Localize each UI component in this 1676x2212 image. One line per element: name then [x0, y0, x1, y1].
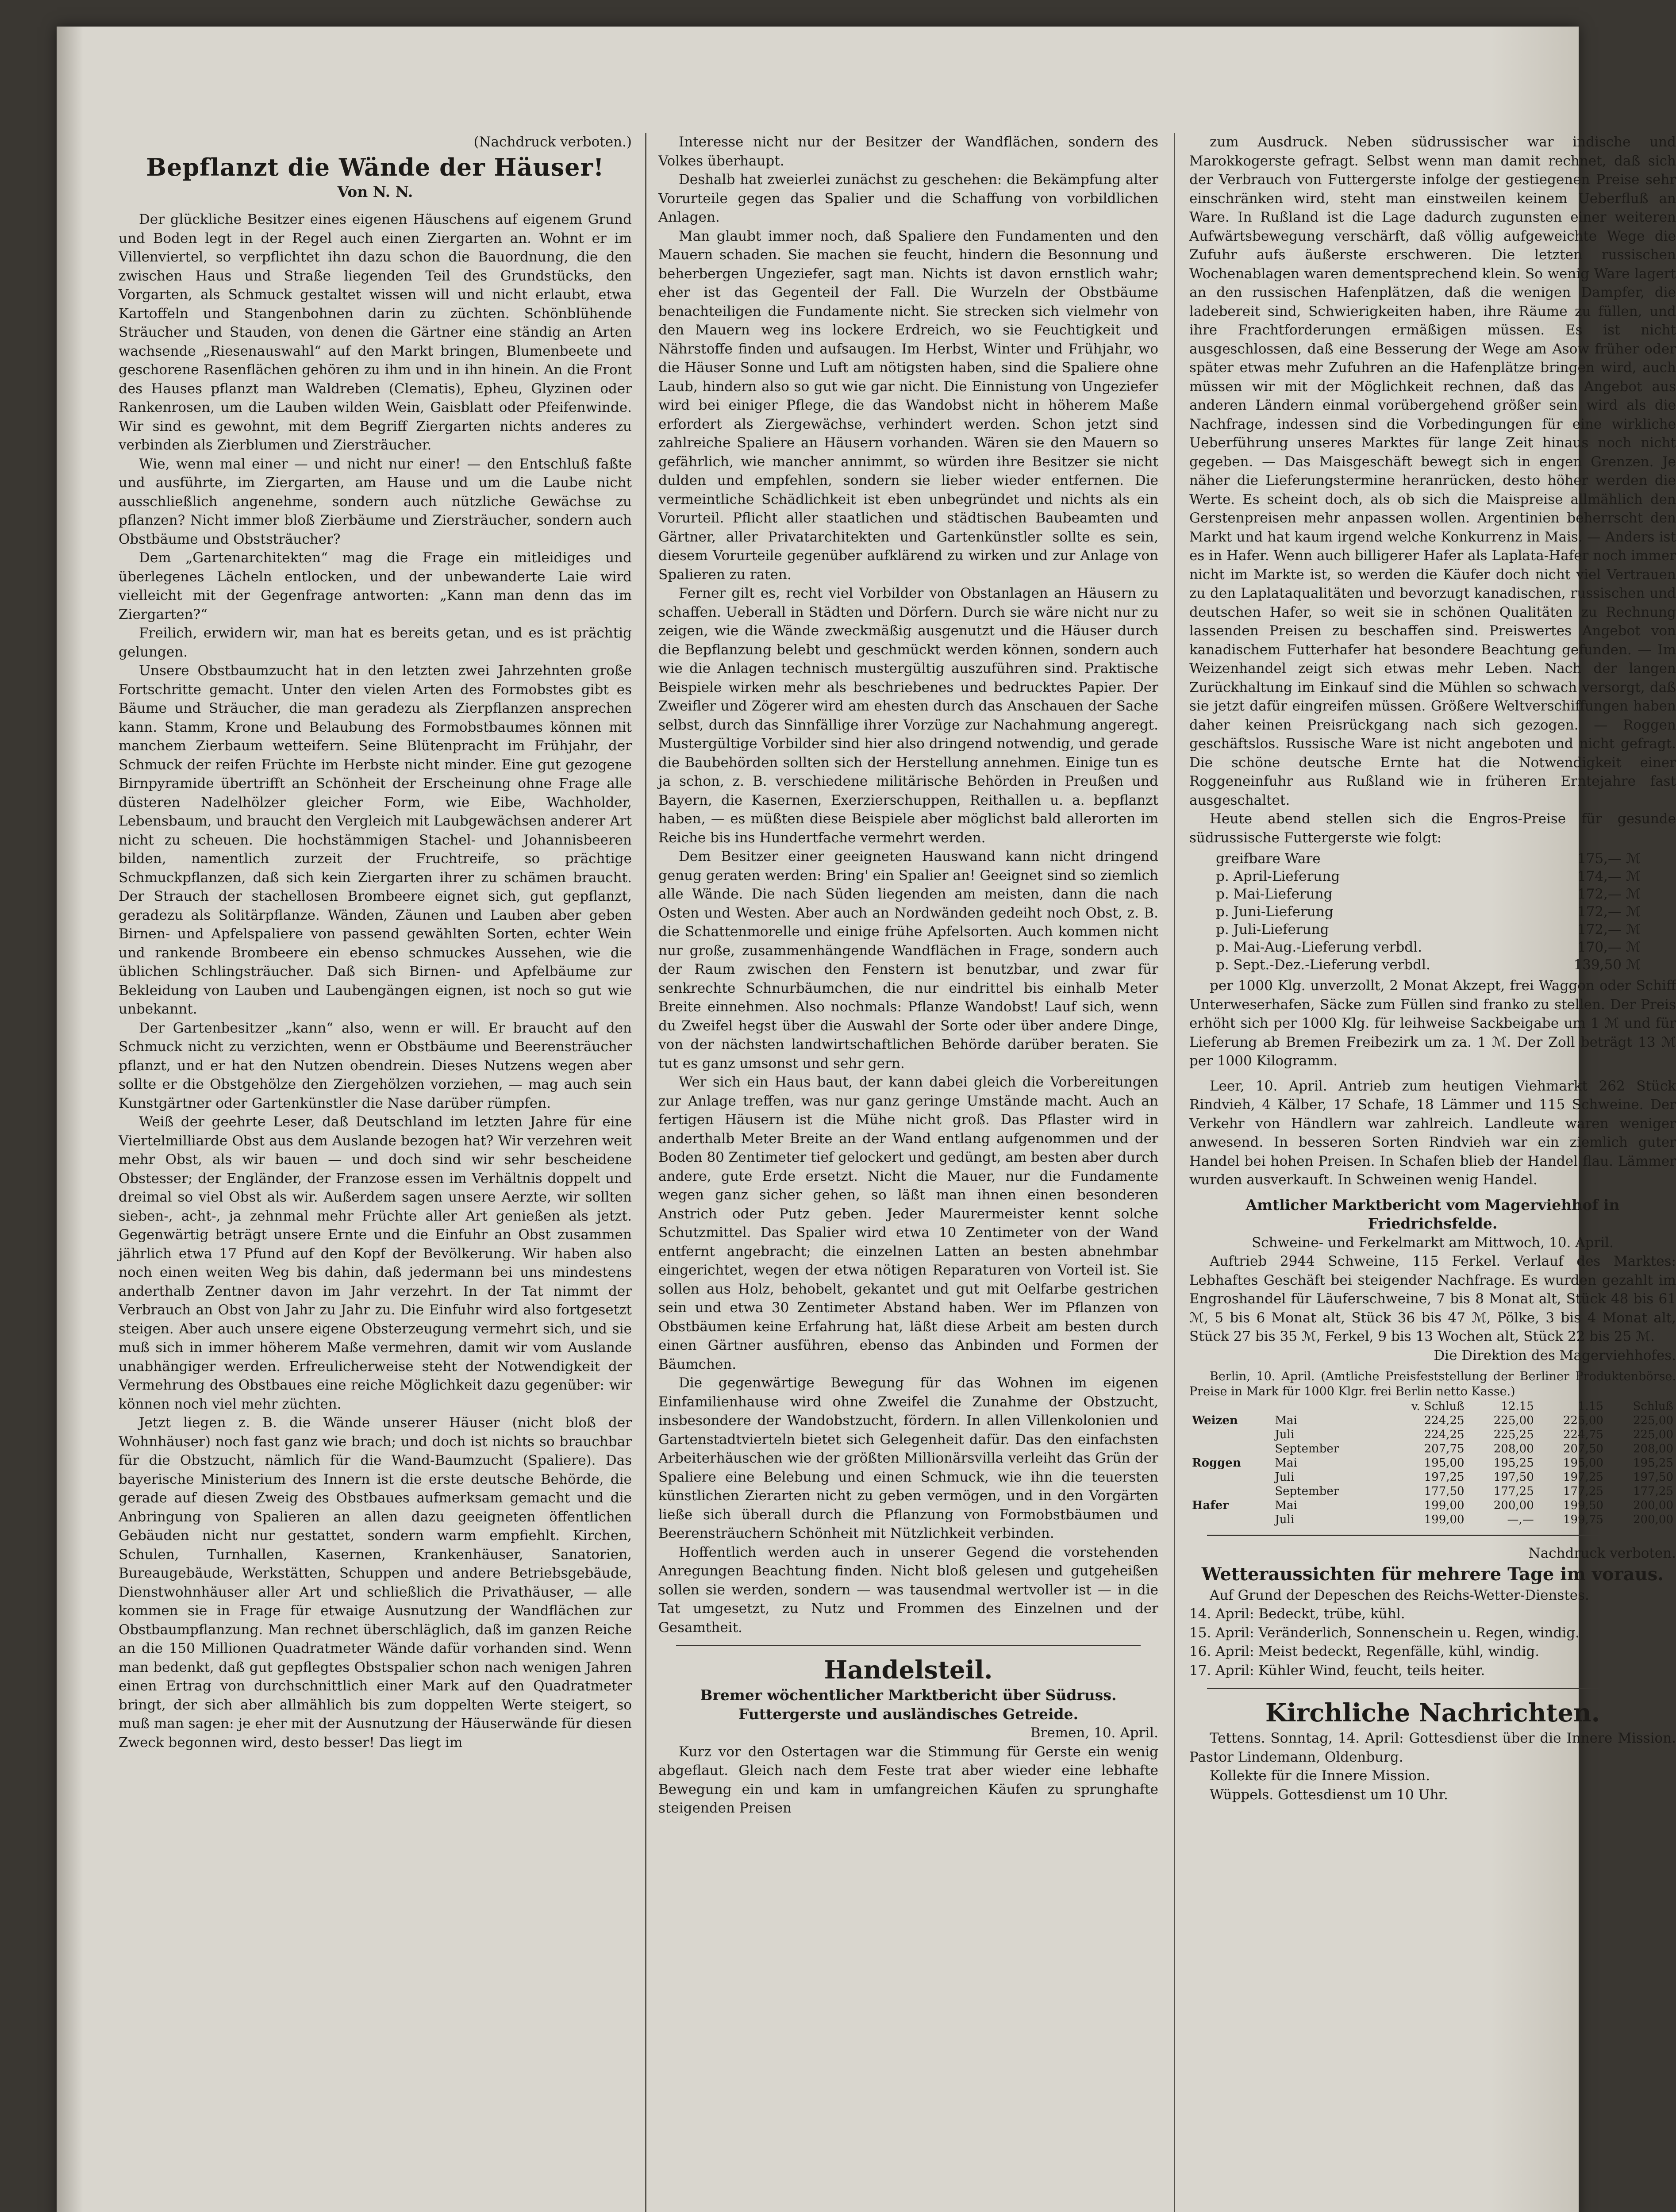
- price-row: [1216, 903, 1641, 921]
- table-cell: 199,75: [1563, 1513, 1603, 1526]
- article-paragraph: Deshalb hat zweierlei zunächst zu geschehen: die Bekämpfung alter Vorurteile gegen das Spalier und die Schaffung von vorbildlichen Anlagen.: [658, 172, 1158, 225]
- official-report-title: Amtlicher Marktbericht vom Magerviehhof in Friedrichsfelde.: [1245, 1196, 1620, 1232]
- market-report-body: [1189, 133, 1676, 847]
- price-value: 174,— ℳ: [1577, 868, 1641, 884]
- price-value: 172,— ℳ: [1577, 886, 1641, 902]
- table-header-cell: 1.15: [1578, 1400, 1603, 1413]
- table-cell: 224,25: [1424, 1428, 1465, 1441]
- price-row: [1216, 956, 1641, 974]
- table-cell: Weizen: [1192, 1414, 1238, 1427]
- table-header-row: [1189, 1399, 1676, 1413]
- reprint-notice: (Nachdruck verboten.): [473, 134, 632, 150]
- table-row: [1189, 1456, 1676, 1470]
- newspaper-page: [57, 27, 1676, 2212]
- article-paragraph: Hoffentlich werden auch in unserer Gegend die vorstehenden Anregungen Beachtung finden. Nicht bloß gelesen und gutgeheißen sollen sie werden, sondern — was tausendmal wertvoller ist — in die Tat umgesetzt, zu Nutz und Frommen des Einzelnen und der Gesamtheit.: [658, 1544, 1158, 1636]
- weather-day: 17. April: Kühler Wind, feucht, teils heiter.: [1189, 1662, 1485, 1678]
- table-cell: 197,50: [1493, 1471, 1534, 1484]
- weather-day: 14. April: Bedeckt, trübe, kühl.: [1189, 1606, 1405, 1622]
- table-cell: 199,00: [1424, 1513, 1465, 1526]
- table-row: [1189, 1513, 1676, 1527]
- table-cell: September: [1275, 1442, 1339, 1455]
- table-row: [1189, 1484, 1676, 1498]
- price-value: 172,— ℳ: [1577, 904, 1641, 920]
- table-cell: 177,25: [1633, 1485, 1673, 1498]
- berlin-exchange-intro: Berlin, 10. April. (Amtliche Preisfeststellung der Berliner Produktenbörse. Preise in Mark für 1000 Klgr. frei Berlin netto Kasse.): [1189, 1370, 1676, 1398]
- price-label: p. Mai-Aug.-Lieferung verbdl.: [1216, 939, 1422, 955]
- weather-day: 16. April: Meist bedeckt, Regenfälle, kühl, windig.: [1189, 1644, 1540, 1659]
- section-divider: [1207, 1535, 1658, 1536]
- article-paragraph: Dem „Gartenarchitekten“ mag die Frage ein mitleidiges und überlegenes Lächeln entlocken, und der unbewanderte Laie wird vielleicht mit der Gegenfrage antworten: „Kann man denn das im Ziergarten?“: [119, 550, 632, 622]
- table-cell: 208,00: [1633, 1442, 1673, 1455]
- page-binding: [57, 27, 83, 2212]
- table-cell: 224,75: [1563, 1428, 1603, 1441]
- article-paragraph: Weiß der geehrte Leser, daß Deutschland im letzten Jahre für eine Viertelmilliarde Obst aus dem Auslande bezogen hat? Wir verzehren weit mehr Obst, als wir bauen — und doch sind wir sehr bescheidene Obstesser; der Engländer, der Franzose essen im Verhältnis doppelt und dreimal so viel Obst als wir. Außerdem sagen unsere Aerzte, wir sollten sieben-, acht-, ja zehnmal mehr Früchte aller Art genießen als jetzt. Gegenwärtig beträgt unsere Ernte und die Einfuhr an Obst zusammen jährlich etwa 17 Pfund auf den Kopf der Bevölkerung. Wir haben also noch einen weiten Weg bis dahin, daß jedermann bei uns mindestens anderthalb Zentner davon im Jahr verzehrt. In der Tat nimmt der Verbrauch an Obst von Jahr zu Jahr zu. Die Einfuhr wird also fortgesetzt steigen. Aber auch unsere eigene Obsterzeugung vermehrt sich, und sie muß sich in immer höherem Maße vermehren, damit wir vom Auslande unabhängiger werden. Erfreulicherweise steht der Notwendigkeit der Vermehrung des Obstbaues eine reiche Möglichkeit dazu gegenüber: wir können noch viel mehr züchten.: [119, 1114, 632, 1412]
- section-divider: [676, 1645, 1141, 1646]
- price-row: [1216, 921, 1641, 938]
- table-cell: [1189, 1484, 1272, 1498]
- table-cell: 177,25: [1563, 1485, 1603, 1498]
- table-cell: 197,25: [1563, 1471, 1603, 1484]
- table-cell: 225,00: [1563, 1414, 1603, 1427]
- table-cell: [1189, 1470, 1272, 1484]
- price-row: [1216, 885, 1641, 903]
- table-cell: 195,25: [1633, 1456, 1673, 1470]
- article-title: Bepflanzt die Wände der Häuser!: [146, 153, 604, 181]
- berlin-exchange-table: [1189, 1399, 1676, 1527]
- weather-reprint-notice: Nachdruck verboten.: [1528, 1545, 1676, 1561]
- table-cell: 200,00: [1493, 1499, 1534, 1512]
- table-cell: 224,25: [1424, 1414, 1465, 1427]
- table-row: [1189, 1413, 1676, 1428]
- table-cell: [1189, 1428, 1272, 1442]
- column-article: [119, 133, 632, 2212]
- table-cell: Mai: [1275, 1499, 1297, 1512]
- column-article-continued: [658, 133, 1158, 2212]
- article-paragraph: Die gegenwärtige Bewegung für das Wohnen im eigenen Einfamilienhause wird ohne Zweifel die Zunahme der Obstzucht, insbesondere der Wandobstzucht, fördern. In allen Villenkolonien und Gartenstadtvierteln bietet sich Gelegenheit dafür. Das den einfachsten Arbeiterhäuschen wie der größten Millionärsvilla verleiht das Grün der Spaliere eine Belebung und einen Schmuck, wie ihn die teuersten künstlichen Zierarten nicht zu geben vermögen, und in den Vorgärten ließe sich überall durch die Pflanzung von Formobstbäumen und Beerensträuchern Schönheit mit Nützlichkeit verbinden.: [658, 1375, 1158, 1541]
- table-cell: Juli: [1275, 1513, 1295, 1526]
- price-row: [1216, 868, 1641, 885]
- table-header-cell: Schluß: [1633, 1400, 1673, 1413]
- table-cell: —,—: [1507, 1513, 1534, 1526]
- price-row: [1216, 938, 1641, 956]
- table-cell: September: [1275, 1485, 1339, 1498]
- table-cell: 197,50: [1633, 1471, 1673, 1484]
- church-news-title: Kirchliche Nachrichten.: [1265, 1698, 1600, 1728]
- table-cell: Mai: [1275, 1414, 1297, 1427]
- market-paragraph: zum Ausdruck. Neben südrussischer war indische und Marokkogerste gefragt. Selbst wenn man damit rechnet, daß sich der Verbrauch von Futtergerste infolge der gestiegenen Preise sehr einschränken wird, steht man einstweilen keinem Ueberfluß an Ware. In Rußland ist die Lage dadurch zugunsten einer weiteren Aufwärtsbewegung verschärft, daß völlig aufgeweichte Wege die Zufuhr aufs äußerste erschweren. Die letzten russischen Wochenablagen waren dementsprechend klein. So wenig Ware lagert an den russischen Hafenplätzen, daß die wenigen Dampfer, die ladebereit sind, Schwierigkeiten haben, ihre Räume zu füllen, und ihre Frachtforderungen ermäßigen müssen. Es ist nicht ausgeschlossen, daß eine Besserung der Wege am Asow früher oder später etwas mehr Zufuhren an die Hafenplätze bringen wird, auch müssen wir mit der Möglichkeit rechnen, daß das Angebot aus anderen Ländern einmal vorübergehend größer sein wird als die Nachfrage, indessen sind die Vorbedingungen für eine wirkliche Ueberführung unseres Marktes für lange Zeit hinaus noch nicht gegeben. — Das Maisgeschäft bewegt sich in engen Grenzen. Je näher die Lieferungstermine heranrücken, desto höher werden die Werte. Es scheint doch, als ob sich die Maispreise allmählich den Gerstenpreisen mehr anpassen wollen. Argentinien beherrscht den Markt und hat kaum irgend welche Konkurrenz in Mais. — Anders ist es in Hafer. Wenn auch billigerer Hafer als Laplata-Hafer noch immer nicht im Markte ist, so werden die Käufer doch nicht viel Vertrauen zu den Laplataqualitäten und bevorzugt kanadischen, russischen und deutschen Hafer, so weit sie in schönen Qualitäten zu Rechnung lassenden Preisen zu beschaffen sind. Preiswertes Angebot von kanadischem Futterhafer hat besondere Beachtung gefunden. — Im Weizenhandel zeigt sich etwas mehr Leben. Nach der langen Zurückhaltung im Einkauf sind die Mühlen so schwach versorgt, daß sie jetzt dafür eingreifen müssen. Größere Weltverschiffungen haben daher keinen Preisrückgang nach sich gezogen. — Roggen geschäftslos. Russische Ware ist nicht angeboten und nicht gefragt. Die schöne deutsche Ernte hat die Notwendigkeit einer Roggeneinfuhr aus Rußland wie in früheren Erntejahre fast ausgeschaltet.: [1189, 134, 1676, 808]
- column-market: [1189, 133, 1676, 2212]
- table-cell: 200,00: [1633, 1513, 1673, 1526]
- table-cell: Mai: [1275, 1456, 1297, 1470]
- price-label: p. April-Lieferung: [1216, 868, 1340, 884]
- price-label: p. Juni-Lieferung: [1216, 904, 1334, 920]
- column-rule: [645, 133, 646, 2212]
- article-paragraph: Dem Besitzer einer geeigneten Hauswand kann nicht dringend genug geraten werden: Bring' ein Spalier an! Geeignet sind so ziemlich alle Wände. Die nach Süden liegenden am meisten, dann die nach Osten und Westen. Aber auch an Nordwänden gedeiht noch Obst, z. B. die Schattenmorelle und einige frühe Apfelsorten. Auch kommen nicht nur große, zusammenhängende Wandflächen in Frage, sondern auch der Raum zwischen den Fenstern ist benutzbar, und zwar für senkrechte Schnurbäumchen, die nur eindrittel bis einhalb Meter Breite einnehmen. Also nochmals: Pflanze Wandobst! Lauf sich, wenn du Zweifel hegst über die Auswahl der Sorte oder über andere Dinge, von der nächsten landwirtschaftlichen Behörde darüber beraten. Sie tut es ganz umsonst und sehr gern.: [658, 849, 1158, 1071]
- table-cell: 177,50: [1424, 1485, 1465, 1498]
- table-cell: 195,00: [1563, 1456, 1603, 1470]
- table-cell: 195,25: [1493, 1456, 1534, 1470]
- article-paragraph: Der Gartenbesitzer „kann“ also, wenn er will. Er braucht auf den Schmuck nicht zu verzichten, wenn er Obstbäume und Beerensträucher pflanzt, und er hat den Nutzen obendrein. Dieses Nutzens wegen aber sollte er die Obstgehölze den Ziergehölzen vorziehen, — mag auch sein Kunstgärtner oder Gartenkünstler die Nase darüber rümpfen.: [119, 1020, 632, 1111]
- price-value: 139,50 ℳ: [1573, 957, 1641, 973]
- article-paragraph: Man glaubt immer noch, daß Spaliere den Fundamenten und den Mauern schaden. Sie machen sie feucht, hindern die Besonnung und beherbergen Ungeziefer, sagt man. Nichts ist davon ernstlich wahr; eher ist das Gegenteil der Fall. Die Wurzeln der Obstbäume benachteiligen die Fundamente nicht. Sie strecken sich vielmehr von den Mauern weg ins lockere Erdreich, wo sie Feuchtigkeit und Nährstoffe finden und aufsaugen. Im Herbst, Winter und Frühjahr, wo die Häuser Sonne und Luft am nötigsten haben, sind die Spaliere ohne Laub, hindern also so gut wie gar nicht. Die Einnistung von Ungeziefer wird bei einiger Pflege, die das Wandobst nicht in höherem Maße erfordert als Ziergewächse, verhindert werden. Schon jetzt sind zahlreiche Spaliere an Häusern vorhanden. Wären sie den Mauern so gefährlich, wie mancher annimmt, so würden ihre Besitzer sie nicht dulden und empfehlen, sondern sie lieber wieder entfernen. Die vermeintliche Schädlichkeit ist eben unbegründet und nichts als ein Vorurteil. Pflicht aller staatlichen und städtischen Baubeamten und Gärtner, aller Privatarchitekten und Gartenkünstler sollte es sein, diesem Vorurteile gegenüber aufklärend zu wirken und zur Anlage von Spalieren zu raten.: [658, 228, 1158, 583]
- market-report-title: Bremer wöchentlicher Marktbericht über Südruss. Futtergerste und ausländisches Getreide.: [700, 1686, 1117, 1723]
- table-cell: 200,00: [1633, 1499, 1673, 1512]
- table-cell: Roggen: [1192, 1456, 1241, 1470]
- column-rule: [1174, 133, 1175, 2212]
- table-cell: [1189, 1442, 1272, 1456]
- church-news-list: [1189, 1729, 1676, 1804]
- table-cell: [1189, 1513, 1272, 1527]
- table-cell: Hafer: [1192, 1499, 1229, 1512]
- weather-forecast-list: [1189, 1605, 1676, 1680]
- table-cell: 225,00: [1493, 1414, 1534, 1427]
- table-cell: 207,50: [1563, 1442, 1603, 1455]
- price-label: p. Juli-Lieferung: [1216, 922, 1329, 937]
- table-cell: 177,25: [1493, 1485, 1534, 1498]
- market-paragraph: Heute abend stellen sich die Engros-Preise für gesunde südrussische Futtergerste wie folgt:: [1189, 811, 1676, 846]
- table-header-cell: [1272, 1399, 1378, 1413]
- article-paragraph: Interesse nicht nur der Besitzer der Wandflächen, sondern des Volkes überhaupt.: [658, 134, 1158, 169]
- table-row: [1189, 1442, 1676, 1456]
- official-report-signature: Die Direktion des Magerviehhofes.: [1434, 1347, 1676, 1363]
- price-list: [1216, 850, 1641, 974]
- price-value: 170,— ℳ: [1577, 939, 1641, 955]
- table-header-cell: 12.15: [1501, 1400, 1534, 1413]
- weather-title: Wetteraussichten für mehrere Tage im voraus.: [1201, 1563, 1664, 1585]
- article-paragraph: Ferner gilt es, recht viel Vorbilder von Obstanlagen an Häusern zu schaffen. Ueberall in Städten und Dörfern. Durch sie wäre nicht nur zu zeigen, wie die Wände zweckmäßig ausgenutzt und die Häuser durch die Bepflanzung belebt und geschmückt werden können, sondern auch wie die Anlagen technisch mustergültig auszuführen sind. Praktische Beispiele wirken mehr als beschriebenes und bedrucktes Papier. Der Zweifler und Zögerer wird am ehesten durch das Anschauen der Sache selbst, durch das Sinnfällige ihrer Vorzüge zur Nachahmung angeregt. Mustergültige Vorbilder sind hier also dringend notwendig, und gerade die Baubehörden sollten sich der Herstellung annehmen. Einige tun es ja schon, z. B. verschiedene militärische Behörden in Preußen und Bayern, die Kasernen, Exerzierschuppen, Reithallen u. a. bepflanzt haben, — es müßten diese Beispiele aber möglichst bald allerorten im Reiche bis ins Hundertfache vermehrt werden.: [658, 585, 1158, 846]
- price-label: p. Sept.-Dez.-Lieferung verbdl.: [1216, 957, 1430, 973]
- table-cell: 208,00: [1493, 1442, 1534, 1455]
- section-divider: [1207, 1688, 1658, 1689]
- table-cell: 197,25: [1424, 1471, 1465, 1484]
- table-cell: 225,25: [1493, 1428, 1534, 1441]
- price-value: 172,— ℳ: [1577, 922, 1641, 937]
- church-news-item: Wüppels. Gottesdienst um 10 Uhr.: [1210, 1786, 1448, 1803]
- table-cell: Juli: [1275, 1428, 1295, 1441]
- official-report-text: Auftrieb 2944 Schweine, 115 Ferkel. Verlauf des Marktes: Lebhaftes Geschäft bei steigender Nachfrage. Es wurden gezahlt im Engroshandel für Läuferschweine, 7 bis 8 Monat alt, Stück 48 bis 61 ℳ, 5 bis 6 Monat alt, Stück 36 bis 47 ℳ, Pölke, 3 bis 4 Monat alt, Stück 27 bis 35 ℳ, Ferkel, 9 bis 13 Wochen alt, Stück 22 bis 25 ℳ.: [1189, 1253, 1676, 1344]
- price-value: 175,— ℳ: [1577, 851, 1641, 867]
- market-report-dateline: Bremen, 10. April.: [1030, 1725, 1158, 1741]
- table-row: [1189, 1470, 1676, 1484]
- article-body: [119, 210, 632, 1752]
- leer-report: Leer, 10. April. Antrieb zum heutigen Viehmarkt 262 Stück Rindvieh, 4 Kälber, 17 Schafe, 18 Lämmer und 115 Schweine. Der Verkehr von Händlern war zahlreich. Landleute waren weniger anwesend. In besseren Sorten Rindvieh war ein ziemlich guter Handel bei hohen Preisen. In Schafen blieb der Handel flau. Lämmer wurden ausverkauft. In Schweinen wenig Handel.: [1189, 1078, 1676, 1188]
- table-row: [1189, 1498, 1676, 1513]
- article-paragraph: Unsere Obstbaumzucht hat in den letzten zwei Jahrzehnten große Fortschritte gemacht. Unter den vielen Arten des Formobstes gibt es Bäume und Sträucher, die man geradezu als Zierpflanzen ansprechen kann. Stamm, Krone und Belaubung des Formobstbaumes können mit manchem Zierbaum wetteifern. Seine Blütenpracht im Frühjahr, der Schmuck der reifen Früchte im Herbste nicht minder. Eine gut gezogene Birnpyramide übertrifft an Schönheit der Erscheinung ohne Frage alle düsteren Nadelhölzer gleicher Form, wie Eibe, Wachholder, Lebensbaum, und braucht den Vergleich mit Laubgewächsen anderer Art nicht zu scheuen. Die hochstämmigen Stachel- und Johannisbeeren bilden, namentlich zurzeit der Fruchtreife, so prächtige Schmuckpflanzen, daß sich kein Ziergarten ihrer zu schämen braucht. Der Strauch der stachellosen Brombeere eignet sich, gut gepflanzt, geradezu als Solitärpflanze. Wänden, Zäunen und Lauben aber geben Birnen- und Apfelspaliere von passend gewählten Sorten, echter Wein und rankende Brombeere ein ebenso schmuckes Aussehen, wie die üblichen Schlingsträucher. Daß sich Birnen- und Apfelbäume zur Bekleidung von Lauben und Laubengängen eignen, ist noch so gut wie unbekannt.: [119, 663, 632, 1017]
- table-cell: 199,00: [1424, 1499, 1465, 1512]
- weather-day: 15. April: Veränderlich, Sonnenschein u. Regen, windig.: [1189, 1624, 1580, 1641]
- table-header-cell: v. Schluß: [1411, 1400, 1465, 1413]
- price-label: p. Mai-Lieferung: [1216, 886, 1333, 902]
- article-body-continued: [658, 133, 1158, 1637]
- section-title: Handelsteil.: [824, 1655, 993, 1685]
- table-cell: 195,00: [1424, 1456, 1465, 1470]
- article-paragraph: Wer sich ein Haus baut, der kann dabei gleich die Vorbereitungen zur Anlage treffen, was nur ganz geringe Umstände macht. Auch an fertigen Häusern ist die Mühe nicht groß. Das Pflaster wird in anderthalb Meter Breite an der Wand entlang aufgenommen und der Boden 80 Zentimeter tief gelockert und gedüngt, am besten aber durch andere, gute Erde ersetzt. Nicht die Mauer, nur die Fundamente wegen ganz sicher gehen, so läßt man ihnen einen besonderen Anstrich oder Putz geben. Jeder Maurermeister kennt solche Schutzmittel. Das Spalier wird etwa 10 Zentimeter von der Wand entfernt angebracht; die einzelnen Latten an besten abnehmbar eingerichtet, wegen der etwa nötigen Reparaturen von Vorteil ist. Sie sollen aus Holz, behobelt, gekantet und gut mit Oelfarbe gestrichen sein und etwa 30 Zentimeter Abstand haben. Wer im Pflanzen von Obstbäumen keine Erfahrung hat, läßt diese Arbeit am besten durch einen Gärtner ausführen, ebenso das Anbinden und Formen der Bäumchen.: [658, 1074, 1158, 1372]
- article-paragraph: Der glückliche Besitzer eines eigenen Häuschens auf eigenem Grund und Boden legt in der Regel auch einen Ziergarten an. Wohnt er im Villenviertel, so verpflichtet ihn dazu schon die Bauordnung, die den zwischen Haus und Straße liegenden Teil des Grundstücks, den Vorgarten, als Schmuck gestaltet wissen will und nicht erlaubt, etwa Kartoffeln und Stangenbohnen darin zu züchten. Schönblühende Sträucher und Stauden, von denen die Gärtner eine ständig an Arten wachsende „Riesenauswahl“ auf den Markt bringen, Blumenbeete und geschorene Rasenflächen gehören zu ihm und in ihn hinein. An die Front des Hauses pflanzt man Waldreben (Clematis), Epheu, Glyzinen oder Rankenrosen, um die Lauben wilden Wein, Gaisblatt oder Pfeifenwinde. Wir sind es gewohnt, mit dem Begriff Ziergarten nichts anderes zu verbinden als Zierblumen und Ziersträucher.: [119, 211, 632, 453]
- weather-intro: Auf Grund der Depeschen des Reichs-Wetter-Dienstes.: [1210, 1587, 1589, 1603]
- church-news-item: Kollekte für die Innere Mission.: [1210, 1768, 1430, 1784]
- article-byline: Von N. N.: [337, 183, 413, 200]
- official-report-subtitle: Schweine- und Ferkelmarkt am Mittwoch, 10. April.: [1252, 1234, 1614, 1251]
- price-note: per 1000 Klg. unverzollt, 2 Monat Akzept, frei Waggon oder Schiff Unterweserhafen, Säcke zum Füllen sind franko zu stellen. Der Preis erhöht sich per 1000 Klg. für leihweise Sackbeigabe um 1 ℳ und für Lieferung ab Bremen Freibezirk um za. 1 ℳ. Der Zoll beträgt 13 ℳ per 1000 Kilogramm.: [1189, 978, 1676, 1069]
- table-cell: 225,00: [1633, 1428, 1673, 1441]
- market-report-text: Kurz vor den Ostertagen war die Stimmung für Gerste ein wenig abgeflaut. Gleich nach dem Feste trat aber wieder eine lebhafte Bewegung ein und kam in umfangreichen Käufen zu sprunghafte steigenden Preisen: [658, 1743, 1158, 1816]
- table-header-cell: [1189, 1399, 1272, 1413]
- article-paragraph: Freilich, erwidern wir, man hat es bereits getan, und es ist prächtig gelungen.: [119, 625, 632, 660]
- article-paragraph: Jetzt liegen z. B. die Wände unserer Häuser (nicht bloß der Wohnhäuser) noch fast ganz wie brach; und doch ist nichts so brauchbar für die Obstzucht, nämlich für die Wand-Baumzucht (Spaliere). Das bayerische Ministerium des Innern ist die erste deutsche Behörde, die gerade auf diesen Zweig des Obstbaues aufmerksam gemacht und die Anbringung von Spalieren an allen dazu geeigneten öffentlichen Gebäuden nicht nur gestattet, sondern warm empfiehlt. Kirchen, Schulen, Turnhallen, Kasernen, Krankenhäuser, Sanatorien, Bureaugebäude, Werkstätten, Schuppen und andere Betriebsgebäude, Dienstwohnhäuser aller Art und schließlich die Privathäuser, — alle kommen sie in Frage für etwaige Ausnutzung der Wandflächen zur Obstbaumpflanzung. Man rechnet überschläglich, daß im ganzen Reiche an die 150 Millionen Quadratmeter Wände dafür vorhanden sind. Wenn man bedenkt, daß gut gepflegtes Obstspalier schon nach wenigen Jahren einen Ertrag von durchschnittlich einer Mark auf den Quadratmeter bringt, der sich aber allmählich bis zum doppelten Werte steigert, so muß man sagen: je eher mit der Ausnutzung der Häuserwände für diesen Zweck begonnen wird, desto besser! Das liegt im: [119, 1415, 632, 1751]
- church-news-item: Tettens. Sonntag, 14. April: Gottesdienst über die Innere Mission. Pastor Lindemann, Oldenburg.: [1189, 1730, 1676, 1765]
- table-cell: 207,75: [1424, 1442, 1465, 1455]
- table-row: [1189, 1428, 1676, 1442]
- article-paragraph: Wie, wenn mal einer — und nicht nur einer! — den Entschluß faßte und ausführte, im Ziergarten, am Hause und um die Laube nicht ausschließlich angenehme, sondern auch nützliche Gewächse zu pflanzen? Nicht immer bloß Zierbäume und Ziersträucher, sondern auch Obstbäume und Obststräucher?: [119, 456, 632, 547]
- price-label: greifbare Ware: [1216, 851, 1321, 867]
- table-cell: Juli: [1275, 1471, 1295, 1484]
- table-cell: 199,50: [1563, 1499, 1603, 1512]
- price-row: [1216, 850, 1641, 868]
- table-cell: 225,00: [1633, 1414, 1673, 1427]
